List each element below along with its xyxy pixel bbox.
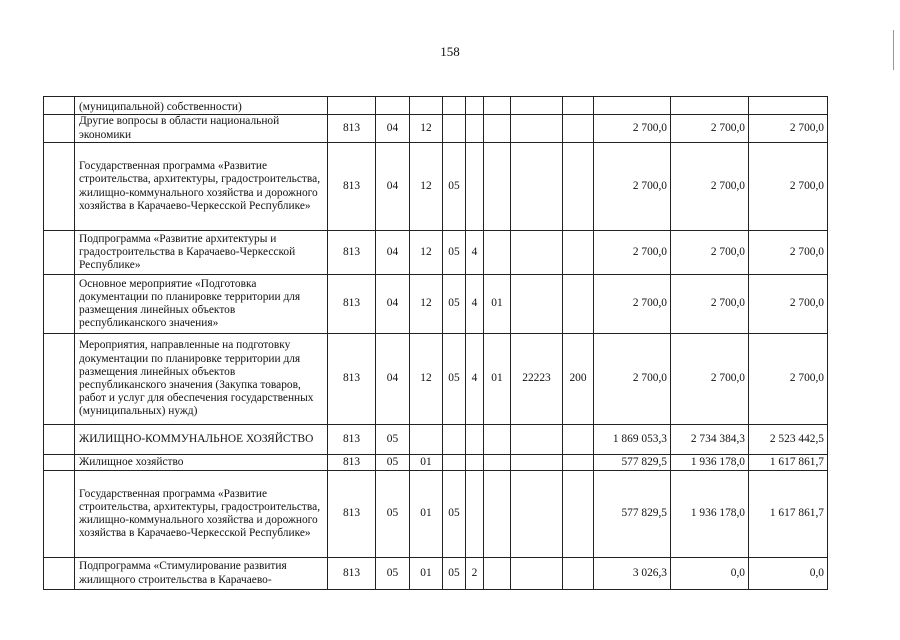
amount-cell-1: 1 869 053,3 [594,425,671,455]
code-cell-6 [484,143,511,231]
code-cell-6 [484,425,511,455]
code-cell-1: 813 [328,143,376,231]
index-cell [44,455,75,471]
index-cell [44,275,75,334]
amount-cell-2: 2 734 384,3 [671,425,749,455]
code-cell-8 [563,558,594,590]
code-cell-3: 01 [410,558,443,590]
amount-cell-1: 2 700,0 [594,334,671,425]
index-cell [44,115,75,143]
code-cell-5: 4 [466,275,484,334]
amount-cell-2: 2 700,0 [671,115,749,143]
amount-cell-3: 2 700,0 [749,275,828,334]
code-cell-1 [328,97,376,115]
item-name-cell: Основное мероприятие «Подготовка документации по планировке территории для размещения линейных объектов республиканского значения» [75,275,328,334]
row-housing [44,455,828,471]
code-cell-4 [443,455,466,471]
index-cell [44,97,75,115]
code-cell-7: 22223 [511,334,563,425]
code-cell-1: 813 [328,231,376,275]
amount-cell-2: 1 936 178,0 [671,455,749,471]
code-cell-4 [443,425,466,455]
code-cell-7 [511,275,563,334]
row-subprogram-architecture [44,231,828,275]
amount-cell-2: 1 936 178,0 [671,471,749,558]
code-cell-6 [484,231,511,275]
code-cell-2: 05 [376,455,410,471]
code-cell-3: 12 [410,115,443,143]
item-name-cell: Подпрограмма «Развитие архитектуры и градостроительства в Карачаево-Черкесской Республике» [75,231,328,275]
code-cell-5 [466,115,484,143]
code-cell-2: 05 [376,558,410,590]
amount-cell-1: 2 700,0 [594,143,671,231]
code-cell-7 [511,231,563,275]
code-cell-1: 813 [328,334,376,425]
item-name-cell: (муниципальной) собственности) [75,97,328,115]
code-cell-8 [563,425,594,455]
amount-cell-3: 2 700,0 [749,143,828,231]
item-name-cell: Жилищное хозяйство [75,455,328,471]
amount-cell-3: 1 617 861,7 [749,471,828,558]
code-cell-2: 04 [376,115,410,143]
code-cell-7 [511,115,563,143]
amount-cell-1: 3 026,3 [594,558,671,590]
budget-table [43,96,828,590]
code-cell-5 [466,471,484,558]
code-cell-2: 04 [376,143,410,231]
row-continuation [44,97,828,115]
code-cell-2 [376,97,410,115]
index-cell [44,334,75,425]
code-cell-7 [511,97,563,115]
code-cell-4: 05 [443,231,466,275]
amount-cell-1 [594,97,671,115]
amount-cell-2 [671,97,749,115]
code-cell-7 [511,471,563,558]
amount-cell-2: 2 700,0 [671,334,749,425]
code-cell-3: 12 [410,231,443,275]
code-cell-8 [563,455,594,471]
code-cell-4: 05 [443,334,466,425]
code-cell-5 [466,143,484,231]
code-cell-4: 05 [443,275,466,334]
index-cell [44,425,75,455]
code-cell-8: 200 [563,334,594,425]
code-cell-5: 4 [466,334,484,425]
amount-cell-3 [749,97,828,115]
row-main-activity [44,275,828,334]
code-cell-2: 05 [376,471,410,558]
row-state-program [44,143,828,231]
code-cell-6 [484,471,511,558]
code-cell-1: 813 [328,115,376,143]
code-cell-7 [511,143,563,231]
code-cell-5: 4 [466,231,484,275]
code-cell-2: 04 [376,275,410,334]
code-cell-6 [484,558,511,590]
code-cell-1: 813 [328,455,376,471]
amount-cell-2: 2 700,0 [671,275,749,334]
code-cell-6: 01 [484,275,511,334]
code-cell-4: 05 [443,558,466,590]
item-name-cell: Подпрограмма «Стимулирование развития жилищного строительства в Карачаево- [75,558,328,590]
code-cell-3: 12 [410,334,443,425]
code-cell-2: 05 [376,425,410,455]
amount-cell-1: 577 829,5 [594,455,671,471]
amount-cell-1: 2 700,0 [594,115,671,143]
code-cell-5 [466,455,484,471]
code-cell-1: 813 [328,275,376,334]
code-cell-4 [443,97,466,115]
code-cell-8 [563,275,594,334]
index-cell [44,471,75,558]
amount-cell-3: 2 700,0 [749,115,828,143]
code-cell-1: 813 [328,471,376,558]
amount-cell-3: 2 700,0 [749,231,828,275]
index-cell [44,231,75,275]
page-edge-mark [893,30,894,70]
item-name-cell: Государственная программа «Развитие строительства, архитектуры, градостроительства, жилищно-коммунального хозяйства и дорожного хозяйства в Карачаево-Черкесской Республике» [75,143,328,231]
code-cell-8 [563,231,594,275]
amount-cell-3: 2 700,0 [749,334,828,425]
amount-cell-1: 577 829,5 [594,471,671,558]
code-cell-8 [563,471,594,558]
code-cell-3: 12 [410,275,443,334]
index-cell [44,143,75,231]
item-name-cell: Государственная программа «Развитие строительства, архитектуры, градостроительства, жилищно-коммунального хозяйства и дорожного хозяйства в Карачаево-Черкесской Республике» [75,471,328,558]
code-cell-5: 2 [466,558,484,590]
amount-cell-2: 0,0 [671,558,749,590]
code-cell-6 [484,97,511,115]
index-cell [44,558,75,590]
code-cell-3 [410,97,443,115]
code-cell-3: 01 [410,455,443,471]
code-cell-4 [443,115,466,143]
code-cell-7 [511,455,563,471]
row-activity-planning [44,334,828,425]
item-name-cell: Мероприятия, направленные на подготовку документации по планировке территории для размещения линейных объектов республиканского значения (Закупка товаров, работ и услуг для обеспечения государственных (муниципальных) нужд) [75,334,328,425]
row-other-economy [44,115,828,143]
code-cell-2: 04 [376,334,410,425]
amount-cell-3: 0,0 [749,558,828,590]
code-cell-3: 12 [410,143,443,231]
row-state-program-housing [44,471,828,558]
code-cell-8 [563,143,594,231]
code-cell-8 [563,97,594,115]
code-cell-6 [484,455,511,471]
amount-cell-1: 2 700,0 [594,231,671,275]
amount-cell-1: 2 700,0 [594,275,671,334]
amount-cell-3: 2 523 442,5 [749,425,828,455]
code-cell-4: 05 [443,471,466,558]
code-cell-5 [466,425,484,455]
page-number: 158 [440,44,460,59]
code-cell-2: 04 [376,231,410,275]
code-cell-7 [511,425,563,455]
amount-cell-3: 1 617 861,7 [749,455,828,471]
code-cell-5 [466,97,484,115]
code-cell-1: 813 [328,558,376,590]
code-cell-6: 01 [484,334,511,425]
item-name-cell: ЖИЛИЩНО-КОММУНАЛЬНОЕ ХОЗЯЙСТВО [75,425,328,455]
row-housing-communal [44,425,828,455]
code-cell-7 [511,558,563,590]
code-cell-3: 01 [410,471,443,558]
row-subprogram-housing-stimulation [44,558,828,590]
item-name-cell: Другие вопросы в области национальной экономики [75,115,328,143]
amount-cell-2: 2 700,0 [671,143,749,231]
amount-cell-2: 2 700,0 [671,231,749,275]
code-cell-3 [410,425,443,455]
code-cell-6 [484,115,511,143]
code-cell-4: 05 [443,143,466,231]
code-cell-1: 813 [328,425,376,455]
code-cell-8 [563,115,594,143]
